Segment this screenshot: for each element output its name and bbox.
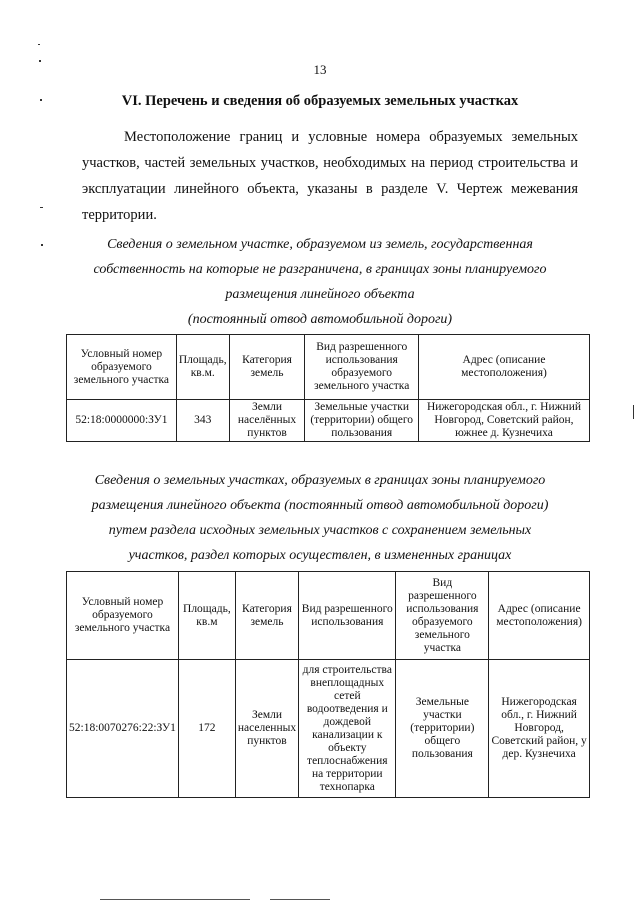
table-cell: 172 bbox=[178, 660, 235, 798]
scan-mark bbox=[41, 244, 43, 246]
scan-mark bbox=[38, 44, 40, 45]
table-divided-plots bbox=[66, 571, 590, 798]
header-cell: Площадь, кв.м. bbox=[176, 335, 229, 400]
header-cell: Условный номер образуемого земельного участка bbox=[67, 335, 177, 400]
header-cell: Вид разрешенного использования образуемого земельного участка bbox=[396, 572, 489, 660]
table-cell: Нижегородская обл., г. Нижний Новгород, Советский район, у дер. Кузнечиха bbox=[489, 660, 590, 798]
caption-line: путем раздела исходных земельных участков с сохранением земельных bbox=[108, 523, 532, 538]
table-single-plot bbox=[66, 334, 590, 442]
table-row bbox=[67, 400, 590, 442]
scan-mark bbox=[40, 207, 43, 208]
caption-line: (постоянный отвод автомобильной дороги) bbox=[187, 312, 453, 327]
table-cell: 52:18:0070276:22:ЗУ1 bbox=[67, 660, 179, 798]
table1-caption bbox=[60, 232, 580, 332]
scan-mark bbox=[633, 405, 634, 419]
header-cell: Адрес (описание местоположения) bbox=[489, 572, 590, 660]
caption-line: размещения линейного объекта (постоянный отвод автомобильной дороги) bbox=[91, 498, 549, 513]
caption-line: собственность на которые не разграничена, в границах зоны планируемого bbox=[93, 262, 547, 277]
footer-rule bbox=[100, 899, 250, 900]
header-cell: Площадь, кв.м bbox=[178, 572, 235, 660]
table-row bbox=[67, 660, 590, 798]
header-cell: Условный номер образуемого земельного участка bbox=[67, 572, 179, 660]
table-header-row bbox=[67, 335, 590, 400]
table-cell: Нижегородская обл., г. Нижний Новгород, Советский район, южнее д. Кузнечиха bbox=[418, 400, 589, 442]
footer-rule bbox=[270, 899, 330, 900]
table-cell: Земельные участки (территории) общего пользования bbox=[396, 660, 489, 798]
table-header-row bbox=[67, 572, 590, 660]
section-heading: VI. Перечень и сведения об образуемых земельных участках bbox=[121, 93, 519, 109]
table-cell: Земли населённых пунктов bbox=[229, 400, 305, 442]
caption-line: участков, раздел которых осуществлен, в измененных границах bbox=[128, 548, 512, 563]
table2-caption bbox=[60, 468, 580, 568]
table-cell: 52:18:0000000:ЗУ1 bbox=[67, 400, 177, 442]
header-cell: Адрес (описание местоположения) bbox=[418, 335, 589, 400]
caption-line: Сведения о земельном участке, образуемом из земель, государственная bbox=[107, 237, 533, 252]
table-cell: для строительства внеплощадных сетей водоотведения и дождевой канализации к объекту теплоснабжения на территории технопарка bbox=[299, 660, 396, 798]
table-cell: Земли населенных пунктов bbox=[235, 660, 298, 798]
page-number: 13 bbox=[313, 62, 327, 77]
header-cell: Категория земель bbox=[235, 572, 298, 660]
caption-line: размещения линейного объекта bbox=[225, 287, 415, 302]
header-cell: Категория земель bbox=[229, 335, 305, 400]
header-cell: Вид разрешенного использования bbox=[299, 572, 396, 660]
table-cell: 343 bbox=[176, 400, 229, 442]
intro-paragraph: Местоположение границ и условные номера образуемых земельных участков, частей земельных участков, необходимых на период строительства и эксплуатации линейного объекта, указаны в разделе V. Чертеж межевания территории. bbox=[82, 129, 578, 223]
header-cell: Вид разрешенного использования образуемого земельного участка bbox=[305, 335, 419, 400]
table-cell: Земельные участки (территории) общего пользования bbox=[305, 400, 419, 442]
caption-line: Сведения о земельных участках, образуемых в границах зоны планируемого bbox=[94, 473, 546, 488]
